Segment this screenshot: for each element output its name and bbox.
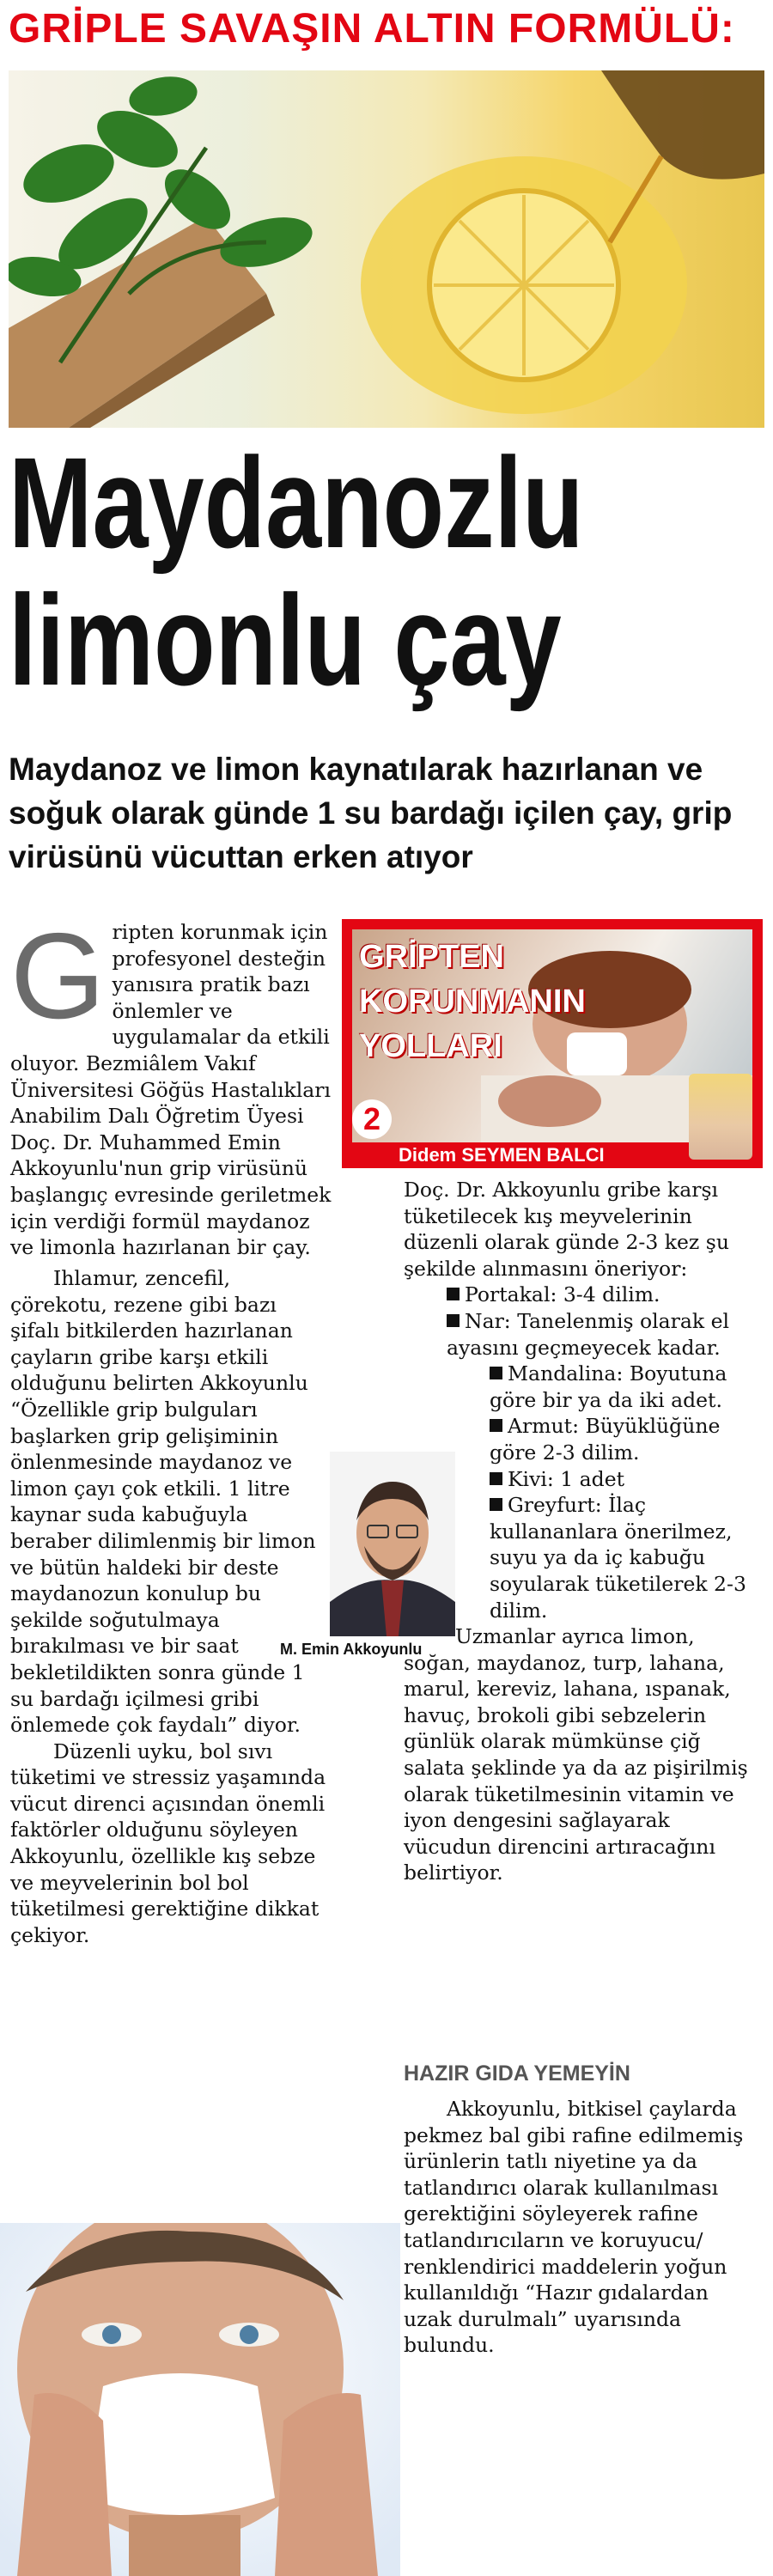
- fruit-item-text: Greyfurt: İlaç kullananlara önerilmez, suyu ya da iç kabuğu soyularak tüketilerek 2-3 dilim.: [490, 1493, 746, 1623]
- inset-title-line-2: KORUNMANIN: [359, 984, 586, 1020]
- portrait-caption: M. Emin Akkoyunlu: [280, 1641, 423, 1658]
- bullet-icon: [490, 1472, 502, 1485]
- fruit-item: [404, 1413, 763, 1465]
- kicker-headline: GRİPLE SAVAŞIN ALTIN FORMÜLÜ:: [9, 6, 735, 52]
- right-column: [404, 1177, 763, 1886]
- fruit-item-text: Kivi: 1 adet: [508, 1466, 625, 1491]
- bullet-icon: [447, 1288, 460, 1300]
- bullet-icon: [490, 1419, 502, 1432]
- hero-photo: [9, 70, 764, 428]
- subheadline: Maydanoz ve limon kaynatılarak hazırlanan ve soğuk olarak günde 1 su bardağı içilen çay, grip virüsünü vücuttan erken atıyor: [9, 752, 733, 874]
- fruit-item: [404, 1361, 763, 1413]
- reporter-byline: Didem SEYMEN BALCI: [399, 1144, 605, 1166]
- bullet-icon: [447, 1314, 460, 1327]
- right-paragraph-1: Doç. Dr. Akkoyunlu gribe karşı tüketilecek kış meyvelerinin düzenli olarak günde 2-3 kez şu şekilde alınmasını öneriyor:: [404, 1178, 729, 1281]
- inset-title: [359, 935, 586, 1069]
- headline-line-1: Maydanozlu: [9, 430, 584, 575]
- parsley-tea-illustration: [9, 70, 764, 428]
- intro-text: ripten korunmak için profesyonel desteğin yanısıra pratik bazı önlemler ve uygulamalar da etkili oluyor. Bezmiâlem Vakıf Üniversitesi Göğüs Hastalıkları Anabilim Dalı Öğretim Üyesi Doç. Dr. Muhammed Emin Akkoyunlu'nun grip virüsünü başlangıç evresinde geriletmek için verdiği formül maydanoz ve limonla hazırlanan bir çay.: [10, 920, 332, 1260]
- intro-paragraph: [10, 908, 332, 1261]
- right-paragraph-3: Akkoyunlu, bitkisel çaylarda pekmez bal gibi rafine edilmemiş ürünlerin tatlı niyetine ya da tatlandırıcı olarak kullanılması gerektiğini söyleyerek rafine tatlandırıcıların ve koruyucu/ renklendirici maddelerin yoğun kullanıldığı “Hazır gıdalardan uzak durulmalı” uyarısında bulundu.: [404, 2097, 744, 2358]
- fruit-item-text: Armut: Büyüklüğüne göre 2-3 dilim.: [490, 1414, 721, 1465]
- reporter-photo: [689, 1074, 752, 1160]
- sick-man-photo: [0, 2223, 400, 2576]
- series-inset-box: [342, 919, 763, 1168]
- right-column-bottom: [404, 2096, 763, 2359]
- bullet-icon: [490, 1498, 502, 1511]
- series-number-badge: 2: [352, 1099, 392, 1139]
- paragraph-3: Düzenli uyku, bol sıvı tüketimi ve stressiz yaşamında vücut direnci açısından önemli faktörler olduğunu söyleyen Akkoyunlu, özellikle kış sebze ve meyvelerinin bol bol tüketilmesi gerektiğine dikkat çekiyor.: [10, 1739, 326, 1947]
- main-headline: [9, 430, 764, 712]
- fruit-item: [404, 1492, 763, 1623]
- fruit-item-text: Nar: Tanelenmiş olarak el ayasını geçmeyecek kadar.: [447, 1308, 730, 1360]
- inset-title-line-1: GRİPTEN: [359, 939, 504, 975]
- bullet-icon: [490, 1367, 502, 1379]
- headline-line-2: limonlu çay: [9, 568, 562, 712]
- dropcap-letter: G: [10, 908, 106, 1044]
- fruit-item: [404, 1282, 763, 1308]
- fruit-item: [404, 1308, 763, 1361]
- fruit-item-text: Portakal: 3-4 dilim.: [465, 1282, 660, 1307]
- section-subheading: HAZIR GIDA YEMEYİN: [404, 2061, 630, 2086]
- left-column-top: [10, 908, 332, 1261]
- paragraph-2-text: Ihlamur, zencefil, çörekotu, rezene gibi bazı şifalı bitkilerden hazırlanan çayların gribe karşı etkili olduğunu belirten Akkoyunlu “Özellikle grip bulguları başlarken grip gelişiminin önlenmesinde maydanoz ve limon çayı çok etkili. 1 litre kaynar suda kabuğuyla beraber dilimlenmiş bir limon ve bütün haldeki bir deste maydanozun konulup bu şekilde soğutulmaya bırakılması ve bir saat bekletildikten sonra günde 1 su bardağı içilmesi gribi önlemede çok faydalı” diyor.: [10, 1266, 316, 1738]
- fruit-item-text: Mandalina: Boyutuna göre bir ya da iki adet.: [490, 1361, 727, 1412]
- right-paragraph-2: Uzmanlar ayrıca limon, soğan, maydanoz, turp, lahana, marul, kereviz, lahana, ıspanak, havuç, brokoli gibi sebzelerin günlük olarak mümkünse çiğ salata şeklinde ya da az pişirilmiş olarak tüketilmesinin vitamin ve iyon dengesini sağlayarak vücudun direncini artıracağını belirtiyor.: [404, 1624, 748, 1885]
- fruit-item: [404, 1466, 763, 1493]
- inset-title-line-3: YOLLARI: [359, 1028, 502, 1064]
- paragraph-2-full: [10, 1265, 332, 1739]
- left-column-continued: [10, 1265, 332, 2210]
